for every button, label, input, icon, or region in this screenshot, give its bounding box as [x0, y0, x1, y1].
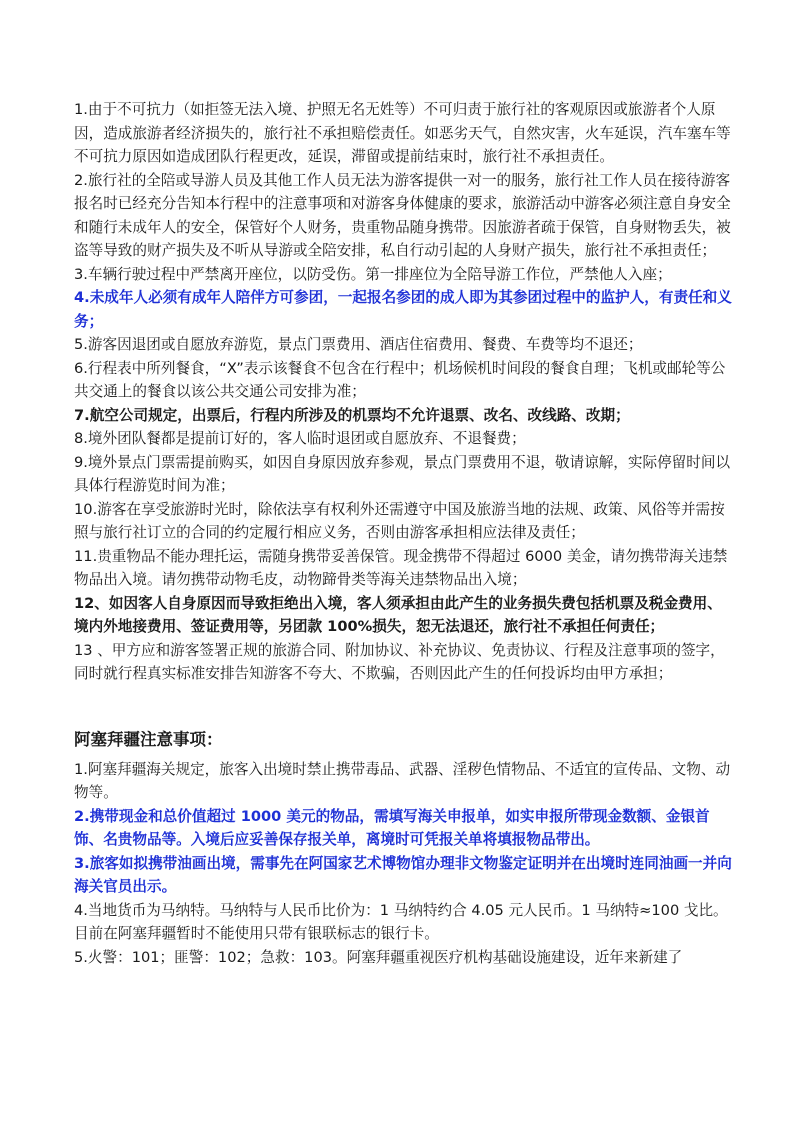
- notice-item-9: 9.境外景点门票需提前购买，如因自身原因放弃参观，景点门票费用不退，敬请谅解，实际停留时间以具体行程游览时间为准；: [74, 453, 731, 494]
- notice-item-8: 8.境外团队餐都是提前订好的，客人临时退团或自愿放弃、不退餐费；: [74, 430, 526, 447]
- notice-item-5: 5.游客因退团或自愿放弃游览，景点门票费用、酒店住宿费用、餐费、车费等均不退还；: [74, 336, 643, 353]
- document-page: [74, 98, 734, 969]
- azerbaijan-item-5: 5.火警：101；匪警：102；急救：103。阿塞拜疆重视医疗机构基础设施建设，近年来新建了: [74, 948, 683, 966]
- azerbaijan-item-4: 4.当地货币为马纳特。马纳特与人民币比价为：1 马纳特约合 4.05 元人民币。1 马纳特≈100 戈比。目前在阿塞拜疆暂时不能使用只带有银联标志的银行卡。: [74, 901, 728, 942]
- notice-item-4: 4.未成年人必须有成年人陪伴方可参团，一起报名参团的成人即为其参团过程中的监护人，有责任和义务；: [74, 289, 732, 330]
- notice-item-1: 1.由于不可抗力（如拒签无法入境、护照无名无姓等）不可归责于旅行社的客观原因或旅游者个人原因，造成旅游者经济损失的，旅行社不承担赔偿责任。如恶劣天气，自然灾害，火车延误，汽车塞车等不可抗力原因如造成团队行程更改，延误，滞留或提前结束时，旅行社不承担责任。: [74, 101, 731, 165]
- azerbaijan-item-1: 1.阿塞拜疆海关规定，旅客入出境时禁止携带毒品、武器、淫秽色情物品、不适宜的宣传品、文物、动物等。: [74, 760, 731, 801]
- azerbaijan-item-2: 2.携带现金和总价值超过 1000 美元的物品，需填写海关申报单，如实申报所带现金数额、金银首饰、名贵物品等。入境后应妥善保存报关单，离境时可凭报关单将填报物品带出。: [74, 807, 710, 848]
- notice-item-13: 13 、甲方应和游客签署正规的旅游合同、附加协议、补充协议、免责协议、行程及注意事项的签字，同时就行程真实标准安排告知游客不夸大、不欺骗，否则因此产生的任何投诉均由甲方承担；: [74, 641, 725, 682]
- notice-item-10: 10.游客在享受旅游时光时，除依法享有权利外还需遵守中国及旅游当地的法规、政策、风俗等并需按照与旅行社订立的合同的约定履行相应义务，否则由游客承担相应法律及责任；: [74, 500, 725, 541]
- notice-item-2: 2.旅行社的全陪或导游人员及其他工作人员无法为游客提供一对一的服务，旅行社工作人员在接待游客报名时已经充分告知本行程中的注意事项和对游客身体健康的要求，旅游活动中游客必须注意自身安全和随行未成年人的安全，保管好个人财务，贵重物品随身携带。因旅游者疏于保管，自身财物丢失，被盗等导致的财产损失及不听从导游或全陪安排，私自行动引起的人身财产损失，旅行社不承担责任；: [74, 171, 731, 259]
- notice-item-11: 11.贵重物品不能办理托运，需随身携带妥善保管。现金携带不得超过 6000 美金，请勿携带海关违禁物品出入境。请勿携带动物毛皮，动物蹄骨类等海关违禁物品出入境；: [74, 547, 728, 588]
- notice-item-7: 7.航空公司规定，出票后，行程内所涉及的机票均不允许退票、改名、改线路、改期；: [74, 406, 630, 424]
- section-heading-azerbaijan: 阿塞拜疆注意事项：: [74, 729, 223, 749]
- notice-item-3: 3.车辆行驶过程中严禁离开座位，以防受伤。第一排座位为全陪导游工作位，严禁他人入座；: [74, 265, 672, 283]
- notice-item-12: 12、如因客人自身原因而导致拒绝出入境，客人须承担由此产生的业务损失费包括机票及税金费用、境内外地接费用、签证费用等，另团款 100%损失，恕无法退还，旅行社不承担任何责任；: [74, 594, 722, 635]
- notice-item-6: 6.行程表中所列餐食，“X”表示该餐食不包含在行程中；机场候机时间段的餐食自理；飞机或邮轮等公共交通上的餐食以该公共交通公司安排为准；: [74, 359, 726, 400]
- azerbaijan-item-3: 3.旅客如拟携带油画出境，需事先在阿国家艺术博物馆办理非文物鉴定证明并在出境时连同油画一并向海关官员出示。: [74, 854, 732, 895]
